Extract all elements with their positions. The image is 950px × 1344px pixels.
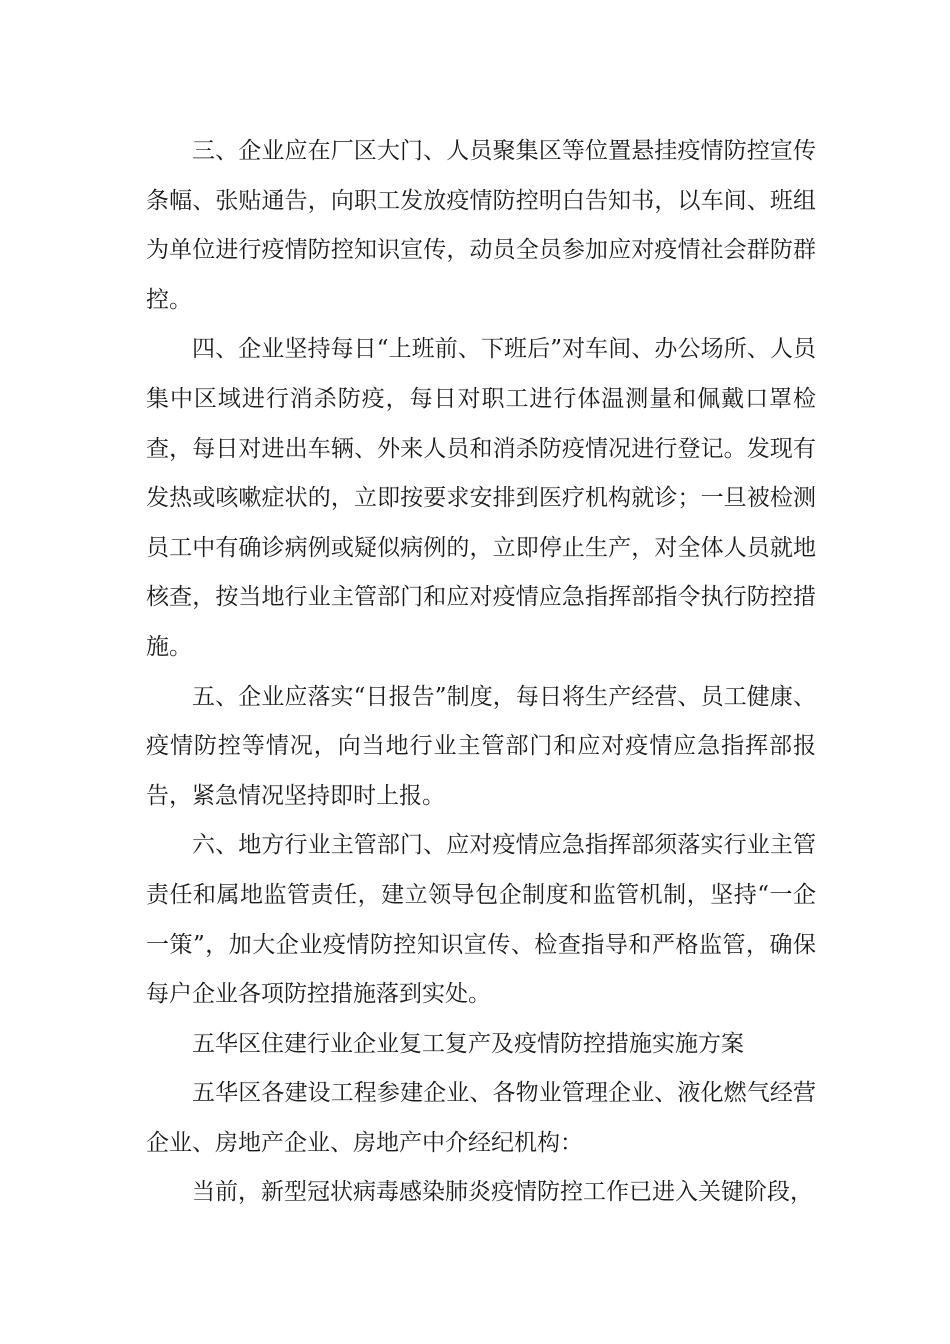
paragraph-item-4: 四、企业坚持每日“上班前、下班后”对车间、办公场所、人员集中区域进行消杀防疫，每日对职工进行体温测量和佩戴口罩检查，每日对进出车辆、外来人员和消杀防疫情况进行登记。发现有发热或咳嗽症状的，立即按要求安排到医疗机构就诊；一旦被检测员工中有确诊病例或疑似病例的，立即停止生产，对全体人员就地核查，按当地行业主管部门和应对疫情应急指挥部指令执行防控措施。: [146, 336, 816, 660]
intro-paragraph: 当前，新型冠状病毒感染肺炎疫情防控工作已进入关键阶段，: [192, 1179, 813, 1206]
paragraph-item-6: 六、地方行业主管部门、应对疫情应急指挥部须落实行业主管责任和属地监管责任，建立领导包企制度和监管机制，坚持“一企一策”，加大企业疫情防控知识宣传、检查指导和严格监管，确保每户企业各项防控措施落到实处。: [146, 832, 816, 1008]
paragraph-item-5: 五、企业应落实“日报告”制度，每日将生产经营、员工健康、疫情防控等情况，向当地行业主管部门和应对疫情应急指挥部报告，紧急情况坚持即时上报。: [146, 683, 816, 809]
paragraph-item-3: 三、企业应在厂区大门、人员聚集区等位置悬挂疫情防控宣传条幅、张贴通告，向职工发放疫情防控明白告知书，以车间、班组为单位进行疫情防控知识宣传，动员全员参加应对疫情社会群防群控。: [146, 138, 816, 313]
document-body: [146, 127, 816, 1218]
addressee-line: 五华区各建设工程参建企业、各物业管理企业、液化燃气经营企业、房地产企业、房地产中介经纪机构：: [146, 1080, 816, 1156]
section-title: 五华区住建行业企业复工复产及疫情防控措施实施方案: [192, 1030, 744, 1057]
